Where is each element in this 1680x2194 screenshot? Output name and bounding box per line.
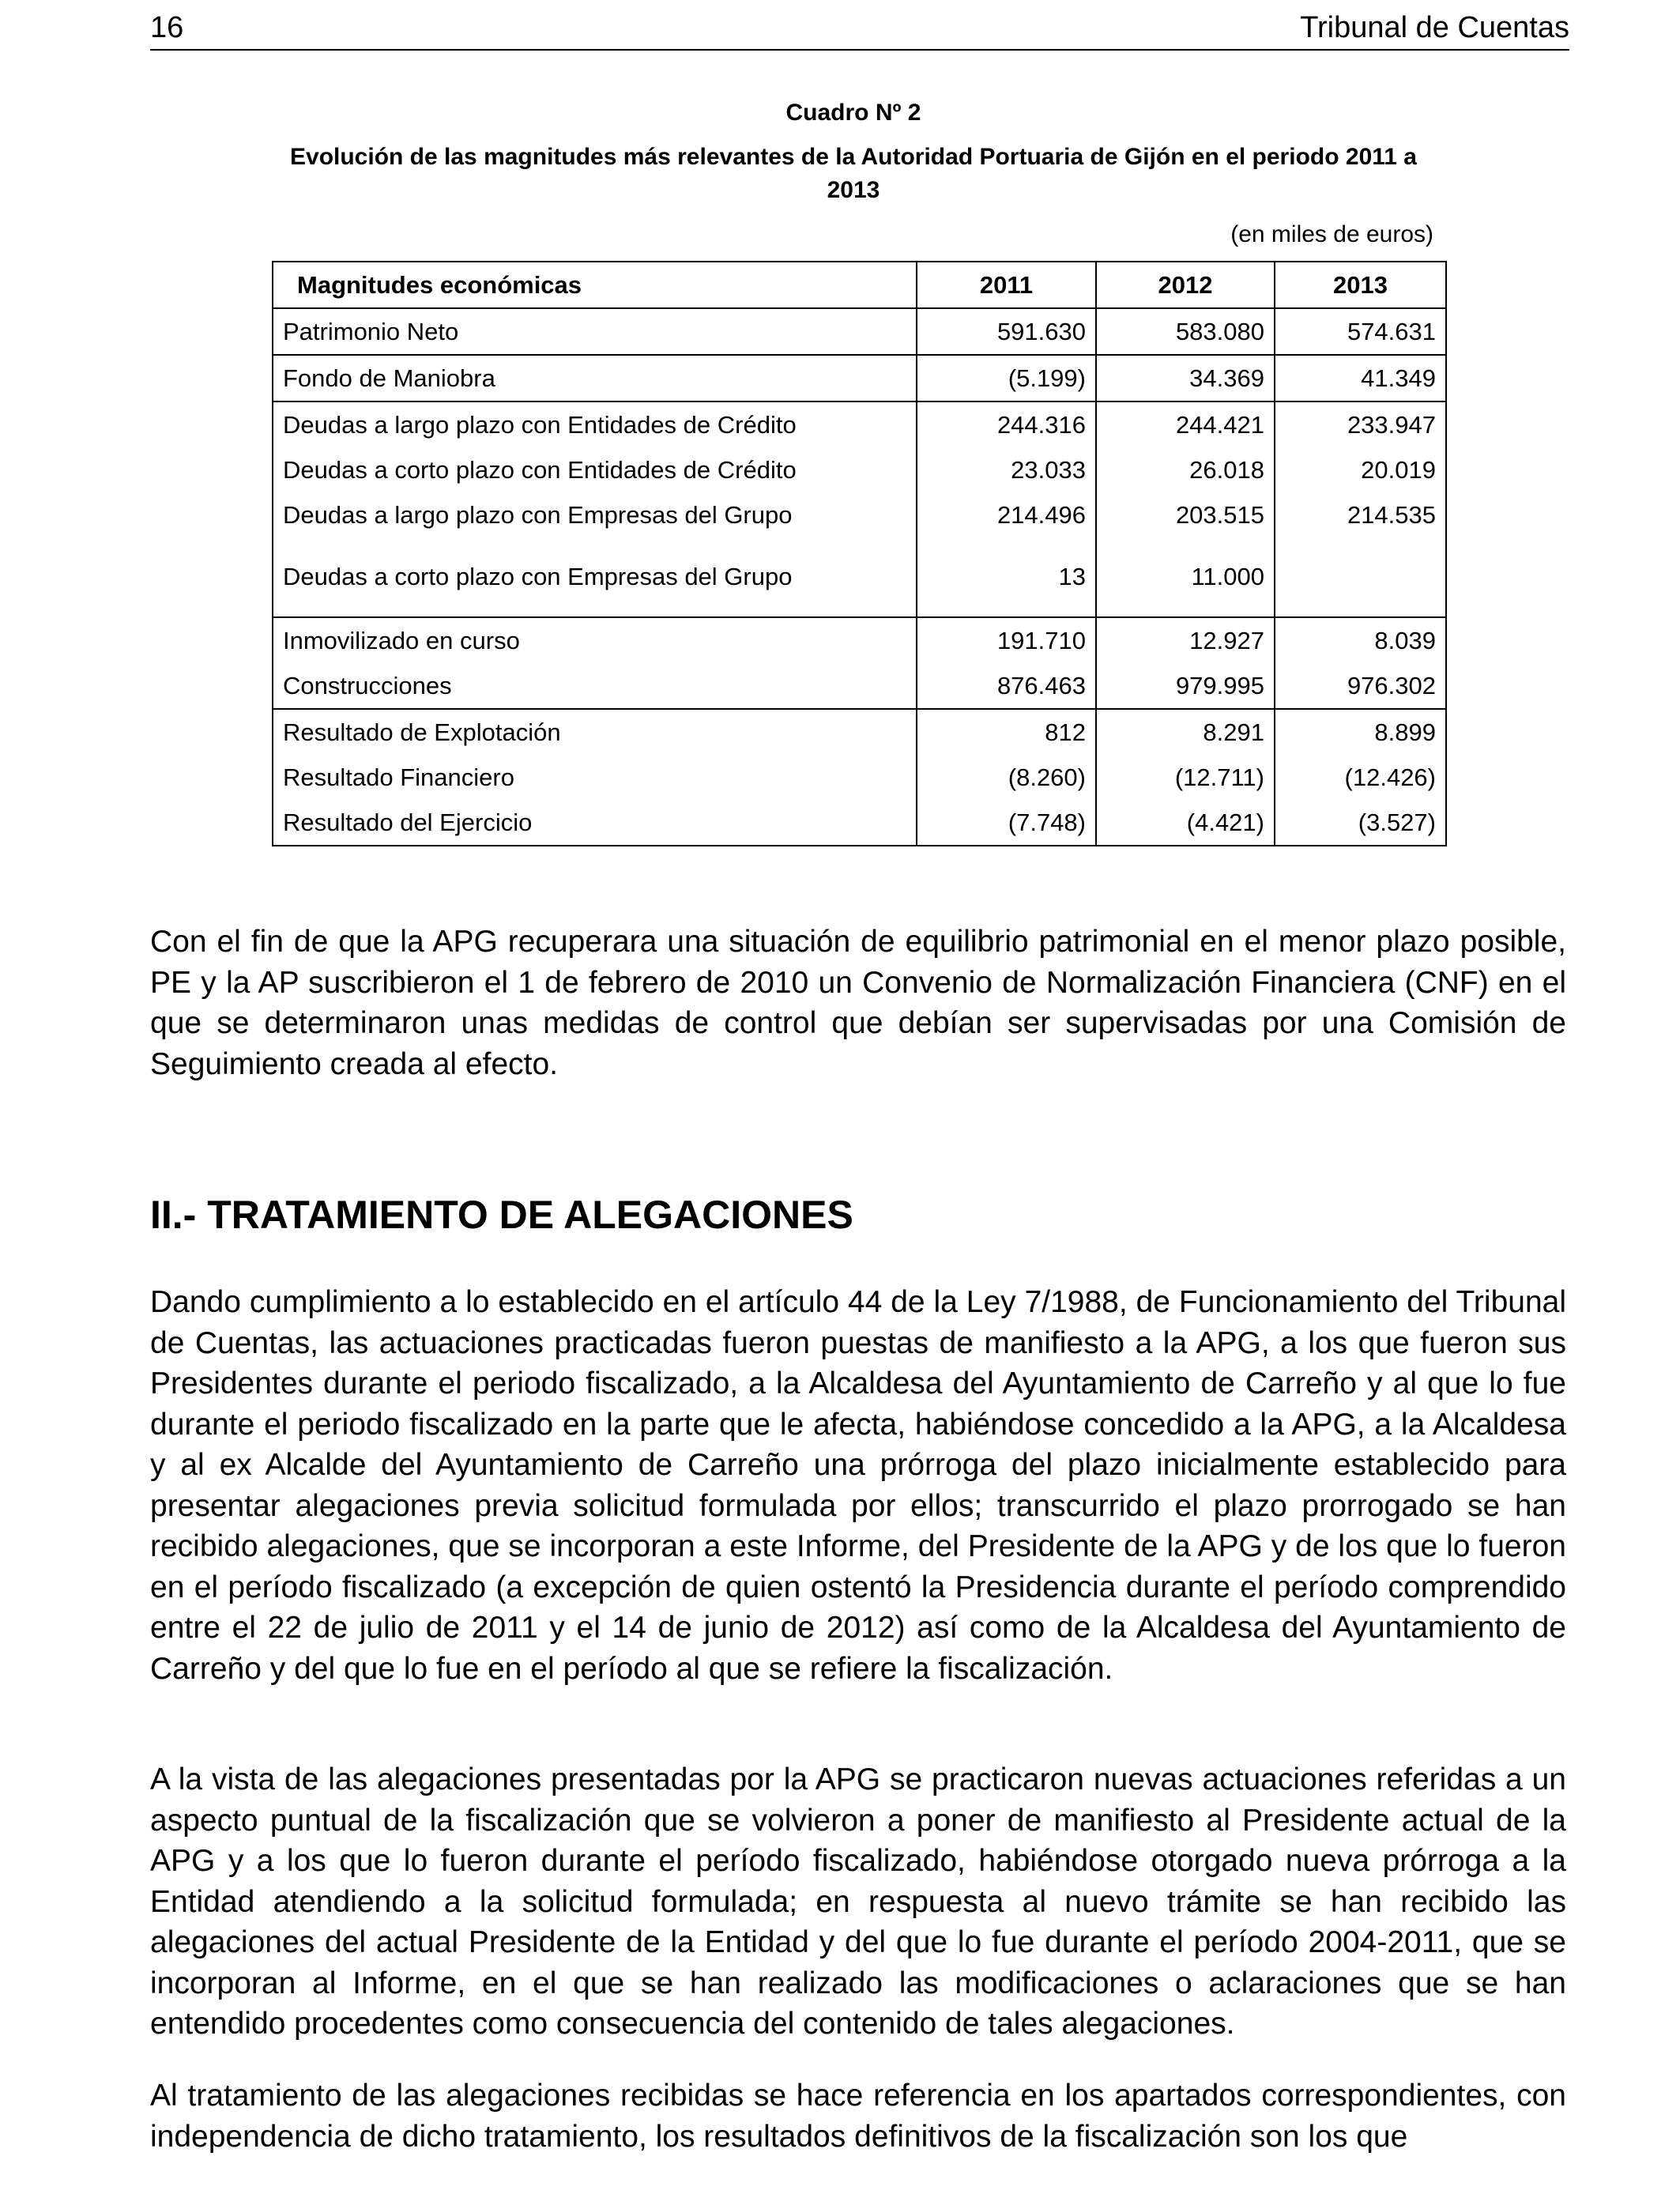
table-row xyxy=(273,663,1446,709)
table-header-row xyxy=(273,262,1446,308)
page-number: 16 xyxy=(150,11,184,44)
cell-value: 244.421 xyxy=(1096,401,1275,447)
column-header: 2013 xyxy=(1275,262,1446,308)
table-row xyxy=(273,617,1446,663)
body-paragraph: A la vista de las alegaciones presentadas por la APG se practicaron nuevas actuaciones referidas a un aspecto puntual de la fiscalización que se volvieron a poner de manifiesto al Presidente actual de la APG y a los que lo fueron durante el período fiscalizado, habiéndose otorgado nueva prórroga a la Entidad atendiendo a la solicitud formulada; en respuesta al nuevo trámite se han recibido las alegaciones del actual Presidente de la Entidad y del que lo fue durante el período 2004-2011, que se incorporan al Informe, en el que se han realizado las modificaciones o aclaraciones que se han entendido procedentes como consecuencia del contenido de tales alegaciones. xyxy=(150,1762,1566,2041)
row-label: Deudas a corto plazo con Entidades de Crédito xyxy=(273,447,917,492)
body-paragraph: Dando cumplimiento a lo establecido en el artículo 44 de la Ley 7/1988, de Funcionamiento del Tribunal de Cuentas, las actuaciones practicadas fueron puestas de manifiesto a la APG, a los que fueron sus Presidentes durante el periodo fiscalizado, a la Alcaldesa del Ayuntamiento de Carreño y al que lo fue durante el periodo fiscalizado en la parte que le afecta, habiéndose concedido a la APG, a la Alcaldesa y al ex Alcalde del Ayuntamiento de Carreño una prórroga del plazo inicialmente establecido para presentar alegaciones previa solicitud formulada por ellos; transcurrido el plazo prorrogado se han recibido alegaciones, que se incorporan a este Informe, del Presidente de la APG y de los que lo fueron en el período fiscalizado (a excepción de quien ostentó la Presidencia durante el período comprendido entre el 22 de julio de 2011 y el 14 de junio de 2012) así como de la Alcaldesa del Ayuntamiento de Carreño y del que lo fue en el período al que se refiere la fiscalización. xyxy=(150,1285,1566,1686)
cell-value: 20.019 xyxy=(1275,447,1446,492)
column-header: Magnitudes económicas xyxy=(273,262,917,308)
cell-value xyxy=(1275,537,1446,617)
table-subtitle: Evolución de las magnitudes más relevantes de la Autoridad Portuaria de Gijón en el periodo 2011 a 2013 xyxy=(290,144,1417,203)
cell-value: (5.199) xyxy=(917,355,1096,401)
cell-value: 41.349 xyxy=(1275,355,1446,401)
cell-value: 8.291 xyxy=(1096,709,1275,755)
column-header: 2012 xyxy=(1096,262,1275,308)
cell-value: 976.302 xyxy=(1275,663,1446,709)
table-row xyxy=(273,492,1446,537)
cell-value: 876.463 xyxy=(917,663,1096,709)
cell-value: 812 xyxy=(917,709,1096,755)
cell-value: 12.927 xyxy=(1096,617,1275,663)
table-row xyxy=(273,709,1446,755)
cell-value: 979.995 xyxy=(1096,663,1275,709)
table-row xyxy=(273,308,1446,355)
row-label: Resultado del Ejercicio xyxy=(273,800,917,846)
body-paragraph: Al tratamiento de las alegaciones recibidas se hace referencia en los apartados correspondientes, con independencia de dicho tratamiento, los resultados definitivos de la fiscalización son los que xyxy=(150,2079,1566,2154)
cell-value: 214.535 xyxy=(1275,492,1446,537)
table-row xyxy=(273,537,1446,617)
row-label: Resultado Financiero xyxy=(273,755,917,800)
column-header: 2011 xyxy=(917,262,1096,308)
cell-value: 11.000 xyxy=(1096,537,1275,617)
table-row xyxy=(273,755,1446,800)
cell-value: (4.421) xyxy=(1096,800,1275,846)
cell-value: 583.080 xyxy=(1096,308,1275,355)
page-header xyxy=(150,8,1569,51)
cell-value: 23.033 xyxy=(917,447,1096,492)
section-heading: II.- TRATAMIENTO DE ALEGACIONES xyxy=(150,1193,853,1237)
row-label: Inmovilizado en curso xyxy=(273,617,917,663)
row-label: Construcciones xyxy=(273,663,917,709)
cell-value: (3.527) xyxy=(1275,800,1446,846)
row-label: Deudas a largo plazo con Entidades de Crédito xyxy=(273,401,917,447)
header-organization: Tribunal de Cuentas xyxy=(1300,11,1569,44)
cell-value: (8.260) xyxy=(917,755,1096,800)
table-row xyxy=(273,355,1446,401)
cell-value: 191.710 xyxy=(917,617,1096,663)
cell-value: 8.899 xyxy=(1275,709,1446,755)
table-row xyxy=(273,800,1446,846)
table-row xyxy=(273,447,1446,492)
cell-value: 13 xyxy=(917,537,1096,617)
row-label: Deudas a largo plazo con Empresas del Grupo xyxy=(273,492,917,537)
cell-value: 233.947 xyxy=(1275,401,1446,447)
cell-value: 214.496 xyxy=(917,492,1096,537)
cell-value: 244.316 xyxy=(917,401,1096,447)
cell-value: 26.018 xyxy=(1096,447,1275,492)
body-paragraph: Con el fin de que la APG recuperara una situación de equilibrio patrimonial en el menor plazo posible, PE y la AP suscribieron el 1 de febrero de 2010 un Convenio de Normalización Financiera (CNF) en el que se determinaron unas medidas de control que debían ser supervisadas por una Comisión de Seguimiento creada al efecto. xyxy=(150,925,1566,1081)
cell-value: 34.369 xyxy=(1096,355,1275,401)
cell-value: (12.711) xyxy=(1096,755,1275,800)
cell-value: 591.630 xyxy=(917,308,1096,355)
cell-value: 574.631 xyxy=(1275,308,1446,355)
table-row xyxy=(273,401,1446,447)
cell-value: (12.426) xyxy=(1275,755,1446,800)
cell-value: 8.039 xyxy=(1275,617,1446,663)
cell-value: 203.515 xyxy=(1096,492,1275,537)
row-label: Patrimonio Neto xyxy=(273,308,917,355)
row-label: Deudas a corto plazo con Empresas del Grupo xyxy=(273,537,917,617)
row-label: Resultado de Explotación xyxy=(273,709,917,755)
magnitudes-table xyxy=(272,261,1447,846)
row-label: Fondo de Maniobra xyxy=(273,355,917,401)
cell-value: (7.748) xyxy=(917,800,1096,846)
table-title: Cuadro Nº 2 xyxy=(785,100,921,126)
table-unit-note: (en miles de euros) xyxy=(1230,221,1433,247)
